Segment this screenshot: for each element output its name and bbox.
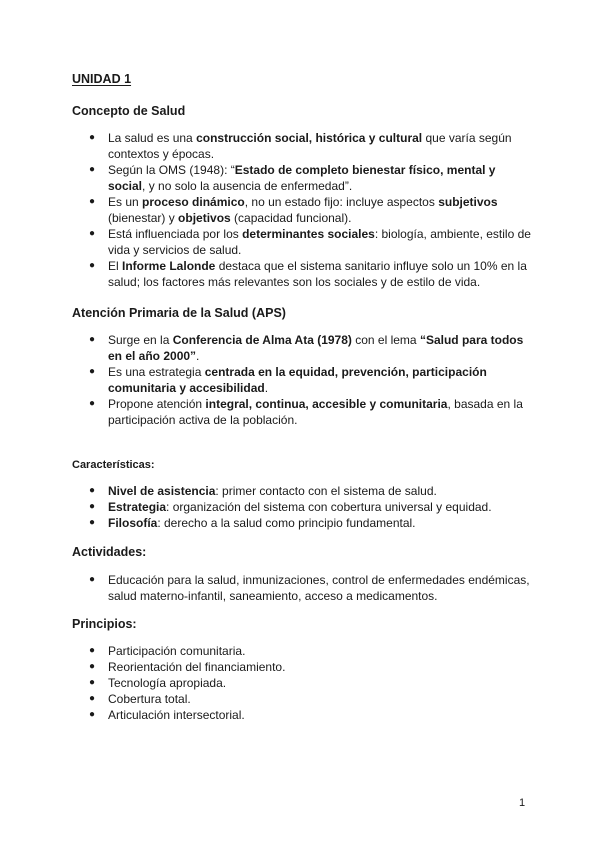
list-item xyxy=(72,226,532,258)
list-item xyxy=(72,194,532,226)
list-item xyxy=(72,659,542,675)
item-text: : derecho a la salud como principio fundamental. xyxy=(157,516,416,530)
list-item xyxy=(72,364,530,396)
list-item xyxy=(72,396,530,428)
item-text: destaca que el sistema sanitario influye solo un 10% en la salud; los factores más relevantes son los sociales y de estilo de vida. xyxy=(108,259,527,289)
section-title-principles: Principios: xyxy=(72,617,137,631)
list-item xyxy=(72,162,532,194)
bullet-icon: ● xyxy=(89,517,96,528)
emphasis-text: construcción social, histórica y cultural xyxy=(196,131,423,145)
bullet-icon: ● xyxy=(89,574,96,585)
list-item xyxy=(72,332,530,364)
emphasis-text: Nivel de asistencia xyxy=(108,484,216,498)
list-item xyxy=(72,675,542,691)
bullet-icon: ● xyxy=(89,693,96,704)
list-item xyxy=(72,483,542,499)
emphasis-text: integral, continua, accesible y comunitaria xyxy=(205,397,448,411)
emphasis-text: subjetivos xyxy=(438,195,498,209)
emphasis-text: proceso dinámico xyxy=(142,195,245,209)
bullet-icon: ● xyxy=(89,485,96,496)
section-title-activities: Actividades: xyxy=(72,545,147,559)
item-text: Reorientación del financiamiento. xyxy=(108,660,286,674)
section-title-aps: Atención Primaria de la Salud (APS) xyxy=(72,306,286,320)
bullet-icon: ● xyxy=(89,260,96,271)
item-text: Participación comunitaria. xyxy=(108,644,246,658)
activities-list xyxy=(72,572,537,604)
item-text: . xyxy=(196,349,200,363)
item-text: El xyxy=(108,259,123,273)
emphasis-text: objetivos xyxy=(178,211,231,225)
emphasis-text: Estrategia xyxy=(108,500,167,514)
item-text: : biología, ambiente, estilo de vida y servicios de salud. xyxy=(108,227,531,257)
item-text: Es un xyxy=(108,195,143,209)
item-text: Educación para la salud, inmunizaciones, control de enfermedades endémicas, salud materno-infantil, saneamiento, acceso a medicamentos. xyxy=(108,573,530,603)
item-text: , no un estado fijo: incluye aspectos xyxy=(244,195,439,209)
list-item xyxy=(72,130,532,162)
item-text: Cobertura total. xyxy=(108,692,191,706)
unit-title: UNIDAD 1 xyxy=(72,72,132,86)
list-item xyxy=(72,707,542,723)
health-list xyxy=(72,130,532,290)
emphasis-text: centrada en la equidad, prevención, participación comunitaria y accesibilidad xyxy=(108,365,487,395)
list-item xyxy=(72,515,542,531)
item-text: . xyxy=(264,381,269,395)
item-text: : organización del sistema con cobertura universal y equidad. xyxy=(166,500,492,514)
item-text: La salud es una xyxy=(108,131,197,145)
item-text: que varía según contextos y épocas. xyxy=(108,131,512,161)
item-text: Según la OMS (1948): “ xyxy=(108,163,235,177)
item-text: Articulación intersectorial. xyxy=(108,708,245,722)
bullet-icon: ● xyxy=(89,677,96,688)
list-item xyxy=(72,499,542,515)
bullet-icon: ● xyxy=(89,398,96,409)
item-text: : primer contacto con el sistema de salud. xyxy=(215,484,437,498)
characteristics-list xyxy=(72,483,542,531)
bullet-icon: ● xyxy=(89,366,96,377)
bullet-icon: ● xyxy=(89,228,96,239)
bullet-icon: ● xyxy=(89,334,96,345)
emphasis-text: Conferencia de Alma Ata (1978) xyxy=(172,333,352,347)
list-item xyxy=(72,258,532,290)
page-number: 1 xyxy=(519,797,526,809)
item-text: (bienestar) y xyxy=(108,211,179,225)
item-text: (capacidad funcional). xyxy=(230,211,352,225)
bullet-icon: ● xyxy=(89,196,96,207)
emphasis-text: Estado de completo bienestar físico, mental y social xyxy=(108,163,496,193)
item-text: Es una estrategia xyxy=(108,365,205,379)
item-text: Está influenciada por los xyxy=(108,227,243,241)
bullet-icon: ● xyxy=(89,501,96,512)
principles-list xyxy=(72,643,542,723)
bullet-icon: ● xyxy=(89,645,96,656)
emphasis-text: Filosofía xyxy=(108,516,158,530)
list-item xyxy=(72,572,537,604)
emphasis-text: determinantes sociales xyxy=(242,227,375,241)
bullet-icon: ● xyxy=(89,709,96,720)
item-text: Tecnología apropiada. xyxy=(108,676,227,690)
bullet-icon: ● xyxy=(89,164,96,175)
item-text: con el lema xyxy=(351,333,420,347)
item-text: Propone atención xyxy=(108,397,206,411)
item-text: , y no solo la ausencia de enfermedad”. xyxy=(142,179,353,193)
item-text: , basada en la participación activa de la población. xyxy=(108,397,523,427)
bullet-icon: ● xyxy=(89,132,96,143)
aps-list xyxy=(72,332,530,428)
emphasis-text: Informe Lalonde xyxy=(122,259,216,273)
bullet-icon: ● xyxy=(89,661,96,672)
section-title-health: Concepto de Salud xyxy=(72,104,186,118)
emphasis-text: “Salud para todos en el año 2000” xyxy=(108,333,524,363)
section-title-characteristics: Características: xyxy=(72,459,155,471)
list-item xyxy=(72,643,542,659)
list-item xyxy=(72,691,542,707)
item-text: Surge en la xyxy=(108,333,173,347)
